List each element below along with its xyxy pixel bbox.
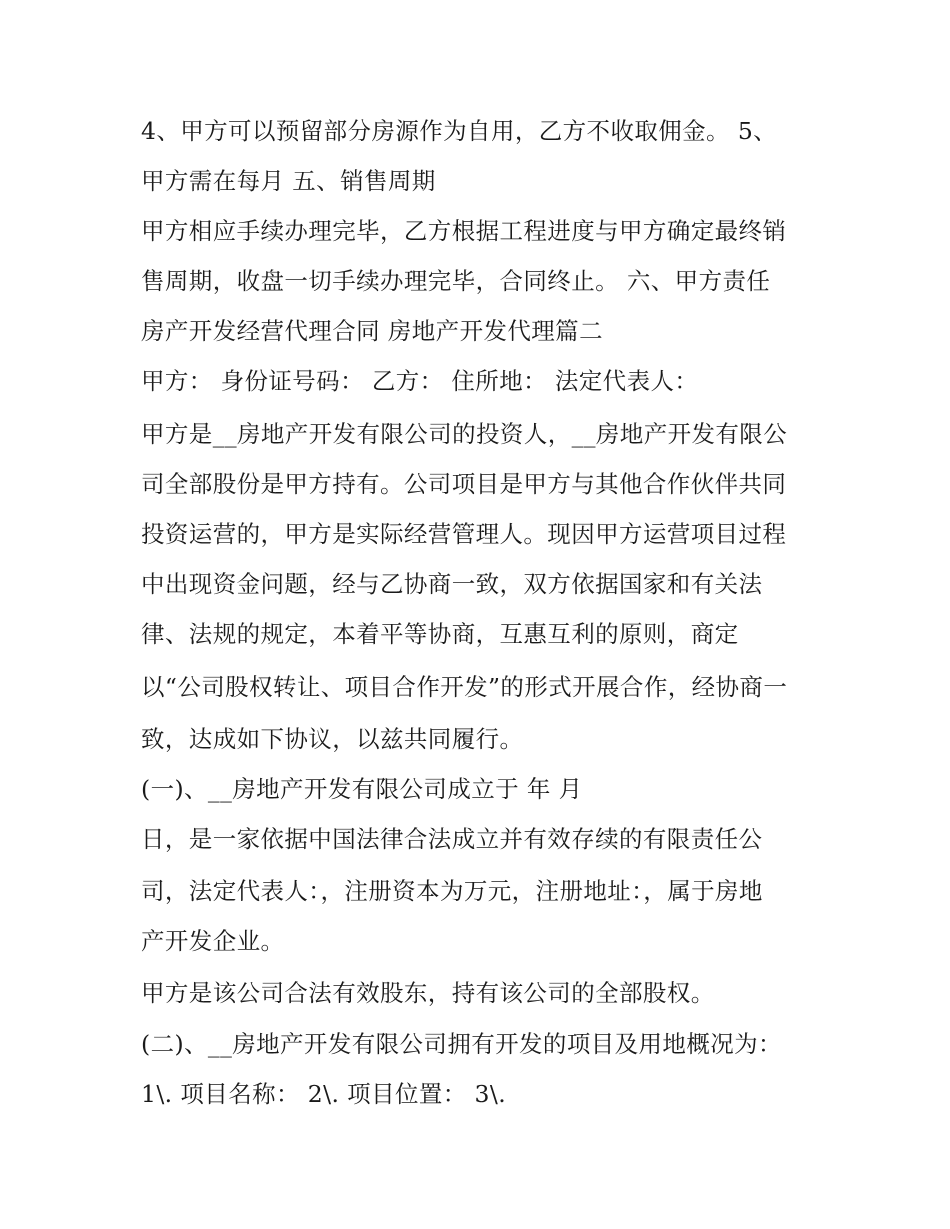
parties-line: 甲方： 身份证号码： 乙方： 住所地： 法定代表人：	[141, 367, 699, 395]
text-line: 甲方需在每月 五、销售周期	[141, 167, 436, 195]
project-items-line: 1\. 项目名称： 2\. 项目位置： 3\.	[141, 1080, 507, 1108]
text-line: 日，是一家依据中国法律合法成立并有效存续的有限责任公	[141, 825, 763, 853]
text-line: 甲方是__房地产开发有限公司的投资人，__房地产开发有限公	[141, 420, 788, 448]
text-line: 律、法规的规定，本着平等协商，互惠互利的原则，商定	[141, 620, 739, 648]
text-line: 司全部股份是甲方持有。公司项目是甲方与其他合作伙伴共同	[141, 470, 787, 498]
section-heading: 房产开发经营代理合同 房地产开发代理篇二	[141, 317, 603, 345]
text-line: 司，法定代表人：，注册资本为万元，注册地址：，属于房地	[141, 877, 763, 905]
text-line: 产开发企业。	[141, 927, 285, 955]
text-line: 甲方相应手续办理完毕，乙方根据工程进度与甲方确定最终销	[141, 217, 787, 245]
text-line: 甲方是该公司合法有效股东，持有该公司的全部股权。	[141, 979, 715, 1007]
clause-one: (一)、__房地产开发有限公司成立于 年 月	[141, 775, 583, 803]
text-line: 投资运营的，甲方是实际经营管理人。现因甲方运营项目过程	[141, 520, 787, 548]
text-line: 中出现资金问题，经与乙协商一致，双方依据国家和有关法	[141, 570, 763, 598]
text-line: 致，达成如下协议，以兹共同履行。	[141, 725, 524, 753]
text-line: 以“公司股权转让、项目合作开发”的形式开展合作，经协商一	[141, 673, 788, 701]
text-line: 售周期，收盘一切手续办理完毕，合同终止。 六、甲方责任	[141, 267, 771, 295]
text-line: 4、甲方可以预留部分房源作为自用，乙方不收取佣金。 5、	[141, 117, 778, 145]
clause-two: (二)、__房地产开发有限公司拥有开发的项目及用地概况为：	[141, 1030, 782, 1058]
